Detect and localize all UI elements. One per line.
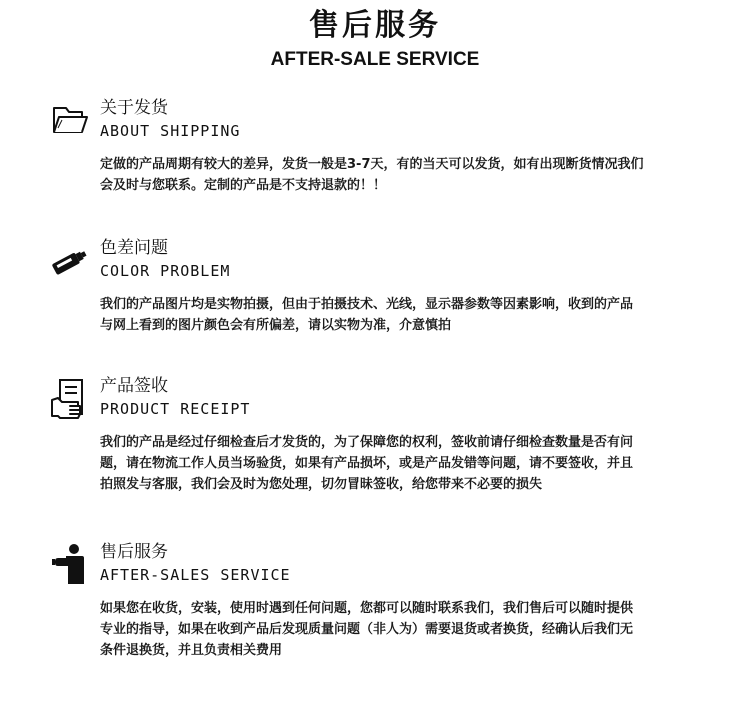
section-title-en: ABOUT SHIPPING [100, 122, 241, 140]
body-line: 我们的产品图片均是实物拍摄，但由于拍摄技术、光线，显示器参数等因素影响，收到的产品 [100, 297, 634, 312]
folder-icon [46, 98, 92, 144]
body-line: 我们的产品是经过仔细检查后才发货的，为了保障您的权利，签收前请仔细检查数量是否有问 [100, 435, 634, 450]
section-body [100, 294, 700, 336]
page-subtitle: AFTER-SALE SERVICE [270, 49, 480, 70]
section-title-cn: 关于发货 [100, 98, 168, 118]
body-line: 会及时与您联系。定制的产品是不支持退款的！！ [100, 178, 387, 193]
page-header [0, 6, 750, 72]
section-title-en: PRODUCT RECEIPT [100, 400, 251, 418]
body-line: 如果您在收货，安装，使用时遇到任何问题，您都可以随时联系我们，我们售后可以随时提供 [100, 601, 634, 616]
section-title-cn: 售后服务 [100, 542, 168, 562]
paint-tube-icon [46, 238, 92, 284]
receipt-hand-icon [46, 376, 92, 422]
page-title: 售后服务 [309, 8, 441, 43]
body-line: 专业的指导，如果在收到产品后发现质量问题（非人为）需要退货或者换货，经确认后我们无 [100, 622, 634, 637]
section-title-en: COLOR PROBLEM [100, 262, 231, 280]
body-line: 条件退换货，并且负责相关费用 [100, 643, 283, 658]
section-title-en: AFTER-SALES SERVICE [100, 566, 291, 584]
body-line: 定做的产品周期有较大的差异，发货一般是3-7天，有的当天可以发货，如有出现断货情况我们 [100, 157, 644, 172]
body-line: 与网上看到的图片颜色会有所偏差，请以实物为准，介意慎拍 [100, 318, 452, 333]
section-body [100, 432, 700, 495]
section-body [100, 154, 700, 196]
section-title-cn: 产品签收 [100, 376, 168, 396]
service-person-icon [46, 542, 92, 588]
body-line: 题，请在物流工作人员当场验货，如果有产品损坏，或是产品发错等问题，请不要签收，并且 [100, 456, 634, 471]
section-title-cn: 色差问题 [100, 238, 168, 258]
body-line: 拍照发与客服，我们会及时为您处理，切勿冒昧签收，给您带来不必要的损失 [100, 477, 543, 492]
section-body [100, 598, 700, 661]
